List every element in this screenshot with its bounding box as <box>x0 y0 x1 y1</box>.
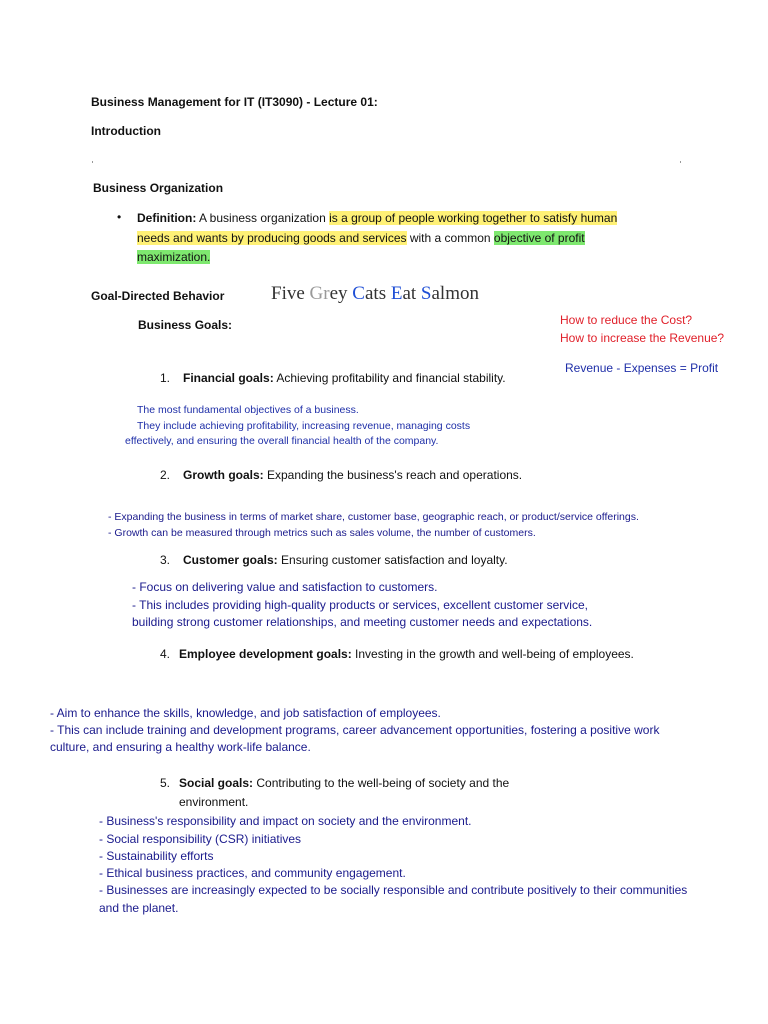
goal-desc-continued: environment. <box>179 795 249 809</box>
goal-note: The most fundamental objectives of a business. <box>137 404 359 416</box>
mnemonic-text: ive <box>281 283 310 304</box>
goal-label: Employee development goals: <box>179 647 352 661</box>
goal-number: 5. <box>160 776 171 790</box>
page-mark <box>680 161 681 163</box>
goal-note: - Social responsibility (CSR) initiatives <box>99 832 302 846</box>
mnemonic-text: ey <box>329 283 353 304</box>
side-note-cost: How to reduce the Cost? <box>560 313 693 327</box>
goal-desc: Investing in the growth and well-being of employees. <box>351 647 634 661</box>
goal-note: - Sustainability efforts <box>99 849 214 863</box>
mnemonic-letter: F <box>271 283 282 304</box>
goal-item-employee <box>179 647 634 661</box>
mnemonic-text: at <box>402 283 421 304</box>
bullet-dot: • <box>117 210 122 224</box>
business-goals-label: Business Goals: <box>138 318 233 332</box>
goal-desc: Expanding the business's reach and operations. <box>263 468 523 482</box>
goal-note: effectively, and ensuring the overall financial health of the company. <box>125 435 439 447</box>
goal-directed-label: Goal-Directed Behavior <box>91 289 225 303</box>
goal-number: 1. <box>160 371 171 385</box>
mnemonic <box>271 283 479 305</box>
goal-note: - Growth can be measured through metrics such as sales volume, the number of customers. <box>108 527 536 539</box>
goal-note: - Focus on delivering value and satisfaction to customers. <box>132 580 438 594</box>
definition-highlight-green: objective of profit <box>493 230 585 245</box>
goal-label: Growth goals: <box>183 468 264 482</box>
definition-paragraph <box>137 209 677 268</box>
definition-highlight: needs and wants by producing goods and services <box>137 230 407 245</box>
mnemonic-letter: S <box>420 283 432 304</box>
goal-note: culture, and ensuring a healthy work-life balance. <box>50 740 311 754</box>
page-mark <box>92 161 93 163</box>
mnemonic-letter: E <box>390 283 403 304</box>
goal-number: 3. <box>160 553 171 567</box>
goal-note: They include achieving profitability, increasing revenue, managing costs <box>137 420 471 432</box>
course-title: Business Management for IT (IT3090) - Lecture 01: <box>91 95 378 109</box>
side-note-revenue: How to increase the Revenue? <box>560 331 725 345</box>
definition-label: Definition: <box>137 211 197 225</box>
side-note-formula: Revenue - Expenses = Profit <box>565 361 719 375</box>
section-title: Business Organization <box>93 181 224 195</box>
definition-highlight: is a group of people working together to satisfy human <box>329 211 618 225</box>
goal-note: - Businesses are increasingly expected to be socially responsible and contribute positively to their communities <box>99 883 688 897</box>
goal-note: - This can include training and development programs, career advancement opportunities, fostering a positive work <box>50 723 660 737</box>
goal-note: - Business's responsibility and impact on society and the environment. <box>99 814 472 828</box>
goal-note: and the planet. <box>99 901 179 915</box>
goal-note: building strong customer relationships, and meeting customer needs and expectations. <box>132 615 593 629</box>
goal-note: - Aim to enhance the skills, knowledge, and job satisfaction of employees. <box>50 706 441 720</box>
mnemonic-letter: G <box>309 283 324 304</box>
mnemonic-letter: C <box>352 283 365 304</box>
goal-note: - Expanding the business in terms of market share, customer base, geographic reach, or product/service offerings. <box>108 511 639 523</box>
goal-item-customer <box>183 553 508 567</box>
goal-number: 2. <box>160 468 171 482</box>
definition-highlight-green: maximization. <box>137 250 211 264</box>
definition-text: with a common <box>406 230 494 245</box>
goal-note: - This includes providing high-quality products or services, excellent customer service, <box>132 598 588 612</box>
goal-desc: Contributing to the well-being of society and the <box>253 776 510 790</box>
goal-label: Social goals: <box>179 776 254 790</box>
definition-text: A business organization <box>196 211 330 225</box>
lecture-title: Introduction <box>91 124 161 138</box>
mnemonic-letter: r <box>323 283 330 304</box>
goal-desc: Ensuring customer satisfaction and loyalty. <box>277 553 508 567</box>
goal-item-growth <box>183 468 522 482</box>
mnemonic-text: ats <box>364 283 391 304</box>
goal-desc: Achieving profitability and financial stability. <box>273 371 506 385</box>
goal-label: Financial goals: <box>183 371 274 385</box>
mnemonic-text: almon <box>431 283 479 304</box>
goal-number: 4. <box>160 647 171 661</box>
goal-item-social <box>179 776 509 790</box>
goal-label: Customer goals: <box>183 553 278 567</box>
goal-note: - Ethical business practices, and community engagement. <box>99 866 406 880</box>
goal-item-financial <box>183 371 506 385</box>
